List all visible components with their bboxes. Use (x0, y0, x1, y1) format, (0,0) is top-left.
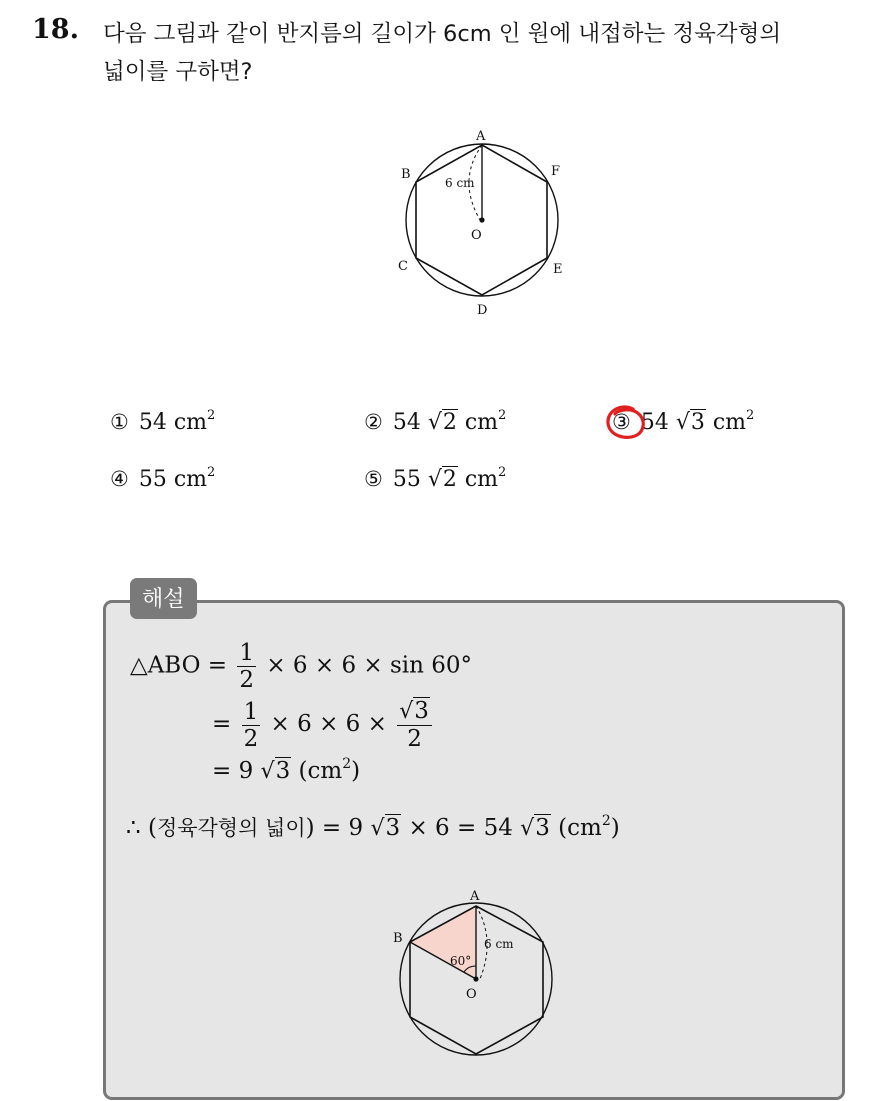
label-E: E (553, 262, 563, 277)
radicand: 2 (442, 467, 457, 492)
choice-number: ② (364, 410, 383, 434)
fraction-half: $\frac{1}{2}$ (243, 698, 259, 752)
line2-expression: × 6 × 6 × (270, 711, 387, 737)
choice-1[interactable] (110, 410, 215, 435)
radius-label: 6 cm (445, 176, 475, 190)
unit: cm (307, 758, 343, 784)
choice-exponent: 2 (498, 408, 507, 423)
final-expression: × 6 = 54 (408, 815, 513, 841)
sqrt-symbol: √3 (260, 758, 291, 784)
question-line-1: 다음 그림과 같이 반지름의 길이가 6cm 인 원에 내접하는 정육각형의 (103, 21, 782, 47)
choice-exponent: 2 (498, 465, 507, 480)
solution-line-3: = 9 √3 $(cm^2)$ (212, 756, 361, 784)
problem-number: 18. (32, 14, 79, 45)
label-B: B (393, 931, 403, 946)
angle-label: 60° (450, 954, 472, 968)
radius-label: 6 cm (484, 937, 514, 951)
therefore-symbol: ∴ (126, 815, 141, 841)
sqrt-symbol: √3 (370, 815, 401, 841)
center-point (473, 976, 478, 981)
sqrt-symbol: √2 (427, 410, 457, 435)
radicand: 3 (690, 410, 705, 435)
question-text (103, 15, 873, 91)
radicand: 2 (442, 410, 457, 435)
choice-unit: cm (464, 410, 499, 435)
choice-number: ⑤ (364, 467, 383, 491)
choice-exponent: 2 (746, 408, 755, 423)
label-F: F (551, 164, 561, 179)
line3-coefficient: 9 (238, 758, 254, 784)
choice-exponent: 2 (207, 465, 216, 480)
choice-2[interactable] (364, 410, 506, 435)
choice-coefficient: 55 (138, 467, 167, 492)
choice-unit: cm (173, 410, 208, 435)
hexagon-area-term: 정육각형의 넓이 (156, 816, 306, 840)
label-O: O (466, 987, 477, 1002)
label-D: D (477, 303, 488, 318)
solution-line-1: △ABO = $\frac{1}{2}$ × 6 × 6 × sin 60° (130, 640, 473, 693)
choice-unit: cm (464, 467, 499, 492)
sqrt-symbol: √2 (427, 467, 457, 492)
choice-coefficient: 54 (138, 410, 167, 435)
choice-coefficient: 55 (392, 467, 421, 492)
line1-expression: × 6 × 6 × sin 60° (266, 652, 473, 679)
label-O: O (471, 228, 482, 243)
hexagon-figure (395, 125, 570, 320)
solution-conclusion: ∴ (정육각형의 넓이) = 9 √3 × 6 = 54 √3 $(cm^2)$ (126, 813, 620, 841)
highlighted-triangle-ABO (412, 906, 476, 979)
label-C: C (398, 259, 408, 274)
choice-unit: cm (712, 410, 747, 435)
choice-number: ③ (612, 410, 631, 434)
choice-exponent: 2 (207, 408, 216, 423)
label-A: A (470, 889, 480, 904)
choice-coefficient: 54 (392, 410, 421, 435)
choice-coefficient: 54 (640, 410, 669, 435)
solution-tab: 해설 (130, 578, 197, 619)
label-A: A (476, 129, 486, 144)
solution-line-2: = $\frac{1}{2}$ × 6 × 6 × $\frac{√3}{2}$ (212, 698, 435, 752)
triangle-abo: △ABO (130, 652, 201, 679)
unit: cm (567, 815, 602, 841)
label-B: B (401, 167, 411, 182)
answer-circle-mark (603, 403, 649, 443)
center-point (479, 217, 484, 222)
question-line-2: 넓이를 구하면? (103, 59, 253, 85)
choice-5[interactable] (364, 467, 506, 492)
choice-number: ① (110, 410, 129, 434)
sqrt-symbol: √3 (520, 815, 550, 841)
solution-hexagon-figure (388, 884, 563, 1064)
fraction-half: $\frac{1}{2}$ (239, 640, 255, 693)
choice-4[interactable] (110, 467, 215, 492)
choice-unit: cm (173, 467, 208, 492)
choice-number: ④ (110, 467, 129, 491)
final-coefficient: 9 (348, 815, 364, 841)
sqrt-symbol: √3 (675, 410, 705, 435)
fraction-sqrt3-over-2: $\frac{√3}{2}$ (397, 698, 432, 752)
